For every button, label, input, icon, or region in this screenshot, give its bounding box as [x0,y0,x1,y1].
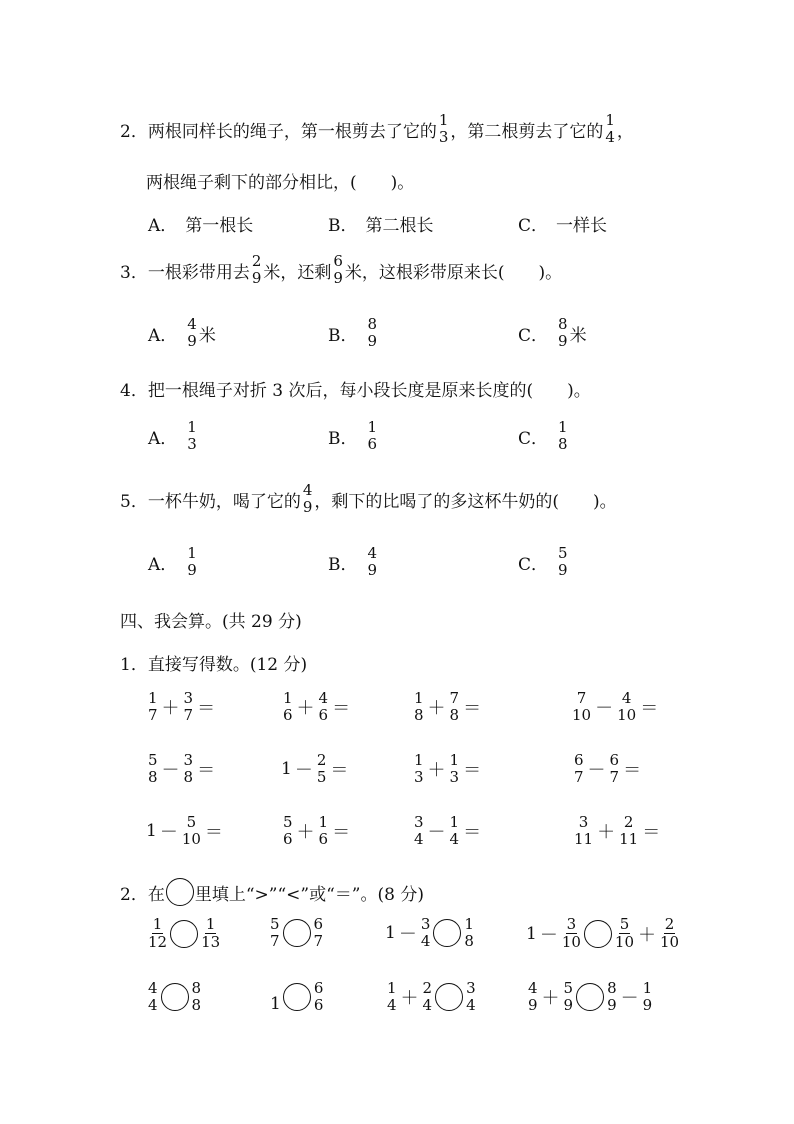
calc-item: 5 6 ＋ 1 6 ＝ [283,813,351,848]
calc-item: 1 － 5 10 ＝ [146,813,223,848]
fraction: 2 9 [251,252,262,287]
question-number: 2． [120,121,148,142]
answer-circle[interactable] [283,983,311,1011]
fraction: 6 9 [333,252,343,287]
calc-item: 7 10 － 4 10 ＝ [572,689,659,724]
question-4-line [120,376,591,401]
compare-item: 1 － 3 4 1 8 [385,915,474,950]
question-number: 5． [120,491,148,512]
question-text: 把一根绳子对折 3 次后，每小段长度是原来长度的( )。 [147,381,591,401]
option-a[interactable]: A． 1 3 [148,418,197,453]
calc-item: 1 7 ＋ 3 7 ＝ [148,689,216,724]
compare-item: 1 － $\frac{3}{10}$ $\frac{5}{10}$ ＋ $\frac{2}{10}$ [526,915,680,951]
calc-item: 5 8 － 3 8 ＝ [148,751,216,786]
option-c[interactable]: C． 5 9 [518,544,568,579]
compare-item: 5 7 6 7 [270,915,324,950]
answer-circle[interactable] [283,919,311,947]
question-3-line [120,253,562,287]
fraction: 1 3 [438,111,449,146]
calc-item: 3 11 ＋ 2 11 ＝ [574,813,661,848]
answer-circle[interactable] [584,920,612,948]
compare-item: 4 4 8 8 [148,979,202,1014]
calc-item: 1 8 ＋ 7 8 ＝ [414,689,482,724]
calc-item: 6 7 － 6 7 ＝ [574,751,642,786]
option-a[interactable]: A． 第一根长 [148,216,254,236]
option-b[interactable]: B． 4 9 [328,544,378,579]
answer-circle[interactable] [161,983,189,1011]
compare-item: $\frac{1}{12}$ $\frac{1}{13}$ [148,915,221,951]
calc-item: 3 4 － 1 4 ＝ [414,813,482,848]
question-text: 一根彩带用去 [147,262,250,283]
option-b[interactable]: B． 8 9 [328,315,378,350]
question-number: 3． [120,262,148,283]
option-c[interactable]: C． 8 9 米 [518,315,587,350]
question-text: ，第二根剪去了它的 [450,121,604,142]
calc-item: 1 6 ＋ 4 6 ＝ [283,689,351,724]
question-5-line [120,482,617,516]
answer-circle[interactable] [576,983,604,1011]
answer-circle[interactable] [170,920,198,948]
option-c[interactable]: C． 一样长 [518,216,608,236]
compare-item: 1 6 6 [270,979,324,1014]
answer-circle[interactable] [435,983,463,1011]
option-a[interactable]: A． 4 9 米 [148,315,216,350]
question-2-line-1 [120,112,634,146]
calc-item: 1 － 2 5 ＝ [281,751,349,786]
section-4-sub-2: 2．在 里填上“>”“<”或“＝”。(8 分) [120,878,424,906]
question-text: 一杯牛奶，喝了它的 [147,491,301,512]
question-2-line-2 [146,168,414,193]
option-b[interactable]: B． 第二根长 [328,216,434,236]
fraction: 1 4 [605,111,615,146]
question-number: 4． [120,381,148,401]
calc-item: 1 3 ＋ 1 3 ＝ [414,751,482,786]
section-4-sub-1: 1．直接写得数。(12 分) [120,655,308,675]
question-text: 米，还剩 [263,262,332,283]
circle-icon [166,878,194,906]
fraction: 4 9 [302,481,313,516]
compare-item: 4 9 ＋ 5 9 8 9 － 1 9 [528,979,653,1014]
answer-circle[interactable] [433,919,461,947]
option-b[interactable]: B． 1 6 [328,418,378,453]
question-text: 两根同样长的绳子，第一根剪去了它的 [147,121,437,142]
compare-item: 1 4 ＋ 2 4 3 4 [387,979,476,1014]
option-a[interactable]: A． 1 9 [148,544,197,579]
question-text: ，剩下的比喝了的多这杯牛奶的( )。 [314,491,617,512]
option-c[interactable]: C． 1 8 [518,418,568,453]
question-text: 两根绳子剩下的部分相比，( )。 [146,173,415,193]
section-4-title: 四、我会算。(共 29 分) [120,612,302,632]
question-text: ， [616,121,634,142]
question-text: 米，这根彩带原来长( )。 [344,262,563,283]
